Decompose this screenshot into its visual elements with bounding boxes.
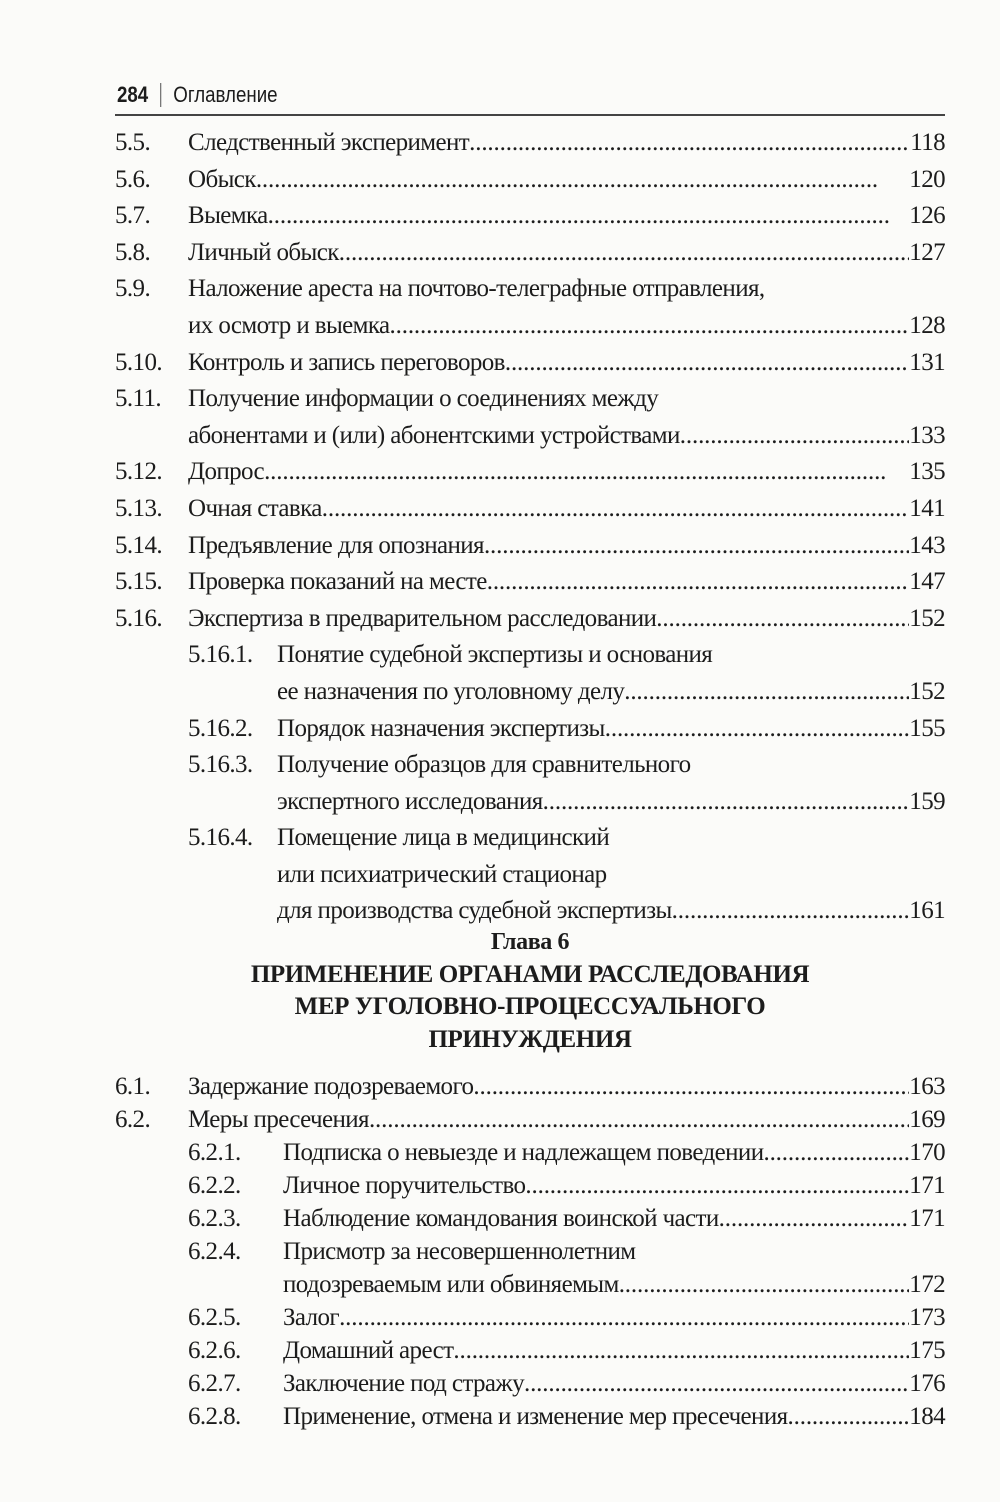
toc-entry-page[interactable]: 126: [909, 202, 945, 230]
toc-entry-number: 6.2.7.: [188, 1370, 241, 1397]
toc-entry-page[interactable]: 171: [909, 1205, 945, 1232]
chapter-title-line: ПРИМЕНЕНИЕ ОРГАНАМИ РАССЛЕДОВАНИЯ: [250, 960, 810, 988]
toc-entry-title: для производства судебной экспертизы: [277, 897, 672, 925]
dot-leader: [505, 345, 909, 382]
toc-entry-page[interactable]: 175: [909, 1337, 945, 1364]
toc-entry[interactable]: [115, 1301, 945, 1334]
toc-entry-text: [277, 893, 909, 930]
toc-entry-title: Предъявление для опознания: [188, 531, 484, 559]
toc-entry[interactable]: [115, 125, 945, 162]
toc-entry-number: 5.16.1.: [188, 641, 253, 669]
dot-leader: [763, 1136, 909, 1169]
dot-leader: [390, 308, 910, 345]
dot-leader: [543, 784, 910, 821]
toc-entry-line: [115, 1301, 945, 1334]
toc-entry-number: 5.11.: [115, 385, 162, 413]
toc-entry-number: 5.7.: [115, 202, 151, 230]
toc-entry-number: 6.2.1.: [188, 1139, 241, 1166]
toc-entry[interactable]: [115, 1070, 945, 1103]
toc-entry-line: [115, 1202, 945, 1235]
toc-entry-text: [283, 1202, 909, 1235]
dot-leader: [719, 1202, 910, 1235]
toc-entry-line: [115, 271, 945, 308]
chapter-title-line: МЕР УГОЛОВНО-ПРОЦЕССУАЛЬНОГО: [294, 993, 766, 1020]
toc-entry-page[interactable]: 159: [909, 787, 945, 815]
toc-entry-text: [188, 491, 909, 528]
toc-entry-page[interactable]: 152: [909, 604, 945, 632]
toc-entry-page[interactable]: 176: [909, 1370, 945, 1397]
toc-entry-title: Личное поручительство: [283, 1172, 526, 1199]
toc-entry-number: 5.16.: [115, 604, 163, 632]
toc-entry-title: Присмотр за несовершеннолетним: [283, 1238, 636, 1265]
dot-leader: [473, 1070, 909, 1103]
toc-entry[interactable]: [115, 454, 945, 491]
toc-entry-title: их осмотр и выемка: [188, 311, 390, 339]
toc-entry[interactable]: [115, 381, 945, 454]
toc-entry-title: Личный обыск: [188, 238, 339, 266]
toc-entry-title: ее назначения по уголовному делу: [277, 677, 625, 705]
toc-entry-text: [188, 454, 909, 491]
toc-entry[interactable]: [115, 747, 945, 820]
toc-entry-text: [188, 198, 909, 235]
toc-entry-text: [283, 1169, 909, 1202]
toc-entry-title: Заключение под стражу: [283, 1370, 524, 1397]
dot-leader: [624, 674, 909, 711]
toc-entry-line: [115, 491, 945, 528]
dot-leader: [672, 893, 910, 930]
toc-entry-page[interactable]: 152: [909, 677, 945, 705]
toc-entry-text: [188, 1070, 909, 1103]
toc-entry-text: [188, 564, 909, 601]
toc-entry-page[interactable]: 120: [909, 165, 945, 193]
toc-entry-line: [115, 235, 945, 272]
toc-entry-page[interactable]: 133: [909, 421, 945, 449]
toc-entry-text: [188, 162, 909, 199]
toc-entry-line: [115, 893, 945, 930]
toc-entry-page[interactable]: 172: [909, 1271, 945, 1298]
toc-entry-line: [115, 381, 945, 418]
dot-leader: [788, 1400, 910, 1433]
toc-entry-line: [115, 1169, 945, 1202]
toc-entry-title: Применение, отмена и изменение мер пресечения: [283, 1403, 788, 1430]
toc-entry-line: [115, 674, 945, 711]
toc-entry-page[interactable]: 143: [909, 531, 945, 559]
toc-entry-title: или психиатрический стационар: [277, 860, 607, 888]
toc-entry-title: подозреваемым или обвиняемым: [283, 1271, 619, 1298]
toc-entry-page[interactable]: 163: [909, 1073, 945, 1100]
toc-entry[interactable]: [115, 637, 945, 710]
toc-entry-number: 5.16.2.: [188, 714, 253, 742]
toc-entry-number: 6.2.3.: [188, 1205, 241, 1232]
toc-entry[interactable]: [115, 1235, 945, 1301]
dot-leader: [605, 711, 910, 748]
toc-entry-text: [283, 1334, 909, 1367]
toc-entry-number: 5.5.: [115, 129, 151, 156]
header-title: Оглавление: [173, 82, 278, 107]
toc-entry-title: Помещение лица в медицинский: [277, 824, 610, 852]
toc-entry-title: абонентами и (или) абонентскими устройствами: [188, 421, 680, 449]
toc-entry[interactable]: [115, 564, 945, 601]
toc-entry[interactable]: [115, 345, 945, 382]
toc-entry-title: экспертного исследования: [277, 787, 543, 815]
toc-entry-page[interactable]: 127: [909, 238, 945, 266]
toc-entry-title: Очная ставка: [188, 494, 322, 522]
toc-entry-number: 6.2.6.: [188, 1337, 241, 1364]
toc-entry-number: 5.16.3.: [188, 751, 253, 779]
toc-entry-title: Выемка: [188, 202, 268, 230]
toc-section-chapter5: [115, 125, 945, 930]
toc-entry-number: 6.1.: [115, 1073, 151, 1100]
toc-entry[interactable]: [115, 1169, 945, 1202]
dot-leader: [619, 1268, 910, 1301]
toc-entry-line: [115, 601, 945, 638]
toc-entry-title: Допрос: [188, 458, 265, 486]
toc-entry-number: 5.14.: [115, 531, 163, 559]
toc-entry-number: 5.16.4.: [188, 824, 253, 852]
toc-entry-title: Домашний арест: [283, 1337, 454, 1364]
toc-entry-line: [115, 564, 945, 601]
running-header: [117, 82, 278, 108]
dot-leader: [339, 1301, 909, 1334]
toc-entry-page[interactable]: 169: [909, 1106, 945, 1133]
dot-leader: [268, 198, 910, 235]
dot-leader: [656, 601, 909, 638]
dot-leader: [469, 125, 910, 162]
toc-section-chapter6: [115, 1070, 945, 1433]
toc-entry-line: [115, 418, 945, 455]
toc-entry-number: 5.13.: [115, 494, 163, 522]
dot-leader: [484, 528, 909, 565]
dot-leader: [680, 418, 910, 455]
toc-entry[interactable]: [115, 162, 945, 199]
toc-entry[interactable]: [115, 528, 945, 565]
chapter-title-line: ПРИНУЖДЕНИЯ: [428, 1025, 632, 1053]
toc-entry-line: [115, 820, 945, 857]
toc-entry-title: Меры пресечения: [188, 1106, 369, 1133]
chapter-heading: [115, 926, 945, 1056]
toc-entry-title: Получение информации о соединениях между: [188, 385, 659, 413]
toc-entry-line: [115, 1334, 945, 1367]
toc-entry[interactable]: [115, 820, 945, 930]
toc-entry-page[interactable]: 184: [909, 1403, 945, 1430]
toc-entry-line: [115, 1400, 945, 1433]
toc-entry-line: [115, 784, 945, 821]
toc-entry-text: [188, 125, 910, 162]
dot-leader: [369, 1103, 909, 1136]
page-number: 284: [117, 82, 149, 107]
toc-entry-text: [188, 528, 909, 565]
toc-entry-text: [277, 784, 909, 821]
toc-entry[interactable]: [115, 198, 945, 235]
toc-entry-line: [115, 454, 945, 491]
toc-entry-line: [115, 345, 945, 382]
toc-entry-line: [115, 1070, 945, 1103]
toc-entry-number: 6.2.5.: [188, 1304, 241, 1331]
toc-entry-title: Наложение ареста на почтово-телеграфные отправления,: [188, 275, 765, 303]
header-divider: [160, 83, 161, 107]
toc-entry-line: [115, 528, 945, 565]
toc-entry-text: [283, 1301, 909, 1334]
header-rule: [115, 114, 945, 116]
toc-entry-number: 6.2.: [115, 1106, 151, 1133]
toc-entry-page[interactable]: 147: [909, 568, 945, 596]
toc-entry[interactable]: [115, 711, 945, 748]
toc-entry-line: [115, 198, 945, 235]
toc-entry-line: [115, 1367, 945, 1400]
dot-leader: [453, 1334, 909, 1367]
toc-entry-title: Задержание подозреваемого: [188, 1073, 474, 1100]
toc-entry-line: [115, 857, 945, 894]
toc-entry-text: [188, 235, 909, 272]
toc-entry-number: 5.12.: [115, 458, 163, 486]
toc-entry-text: [188, 308, 909, 345]
toc-entry-title: Залог: [283, 1304, 340, 1331]
toc-entry-text: [283, 1136, 909, 1169]
chapter-label: Глава 6: [490, 929, 570, 955]
toc-entry-page[interactable]: 135: [909, 458, 945, 486]
toc-entry-line: [115, 125, 945, 162]
toc-entry-line: [115, 711, 945, 748]
toc-entry-page[interactable]: 173: [909, 1304, 945, 1331]
toc-entry-line: [115, 1103, 945, 1136]
toc-entry-title: Порядок назначения экспертизы: [277, 714, 605, 742]
toc-entry-text: [283, 1367, 909, 1400]
toc-entry-text: [277, 711, 909, 748]
toc-entry[interactable]: [115, 601, 945, 638]
toc-entry[interactable]: [115, 1367, 945, 1400]
toc-entry[interactable]: [115, 1136, 945, 1169]
dot-leader: [339, 235, 910, 272]
toc-entry-line: [115, 1268, 945, 1301]
dot-leader: [524, 1367, 909, 1400]
toc-entry-line: [115, 1235, 945, 1268]
toc-entry-title: Экспертиза в предварительном расследовании: [188, 604, 657, 632]
toc-entry[interactable]: [115, 491, 945, 528]
toc-entry-number: 5.15.: [115, 568, 163, 596]
toc-entry-number: 6.2.8.: [188, 1403, 241, 1430]
toc-entry-title: Обыск: [188, 165, 256, 193]
toc-entry-line: [115, 308, 945, 345]
toc-entry-page[interactable]: 171: [909, 1172, 945, 1199]
toc-entry-title: Подписка о невыезде и надлежащем поведении: [283, 1139, 764, 1166]
toc-entry-text: [283, 1268, 909, 1301]
toc-entry-title: Контроль и запись переговоров: [188, 348, 505, 376]
toc-entry-line: [115, 747, 945, 784]
toc-entry-number: 5.9.: [115, 275, 151, 303]
toc-entry-page[interactable]: 161: [909, 897, 945, 925]
toc-entry-line: [115, 637, 945, 674]
toc-entry-text: [283, 1400, 909, 1433]
toc-entry-title: Проверка показаний на месте: [188, 568, 487, 596]
toc-entry-page[interactable]: 128: [909, 311, 945, 339]
toc-entry[interactable]: [115, 1334, 945, 1367]
toc-entry-number: 5.6.: [115, 165, 151, 193]
toc-entry[interactable]: [115, 1400, 945, 1433]
toc-entry-number: 5.8.: [115, 238, 151, 266]
toc-entry[interactable]: [115, 1103, 945, 1136]
toc-entry-page[interactable]: 118: [910, 129, 945, 156]
toc-entry-title: Получение образцов для сравнительного: [277, 751, 691, 779]
toc-entry-text: [188, 601, 909, 638]
toc-entry-title: Наблюдение командования воинской части: [283, 1205, 719, 1232]
toc-entry-page[interactable]: 141: [909, 494, 945, 522]
toc-entry[interactable]: [115, 271, 945, 344]
toc-entry-title: Понятие судебной экспертизы и основания: [277, 641, 713, 669]
toc-entry-line: [115, 162, 945, 199]
dot-leader: [487, 564, 910, 601]
dot-leader: [525, 1169, 909, 1202]
toc-entry-text: [188, 345, 909, 382]
toc-entry-text: [277, 674, 909, 711]
dot-leader: [264, 454, 909, 491]
toc-entry-number: 6.2.4.: [188, 1238, 241, 1265]
toc-entry-line: [115, 1136, 945, 1169]
dot-leader: [322, 491, 910, 528]
toc-entry-page[interactable]: 155: [909, 714, 945, 742]
toc-entry-title: Следственный эксперимент: [188, 129, 470, 156]
toc-entry-text: [188, 418, 909, 455]
dot-leader: [256, 162, 909, 199]
toc-entry-page[interactable]: 131: [909, 348, 945, 376]
toc-entry[interactable]: [115, 235, 945, 272]
toc-entry-text: [188, 1103, 909, 1136]
toc-entry-number: 5.10.: [115, 348, 163, 376]
toc-entry[interactable]: [115, 1202, 945, 1235]
toc-entry-page[interactable]: 170: [909, 1139, 945, 1166]
toc-entry-number: 6.2.2.: [188, 1172, 241, 1199]
